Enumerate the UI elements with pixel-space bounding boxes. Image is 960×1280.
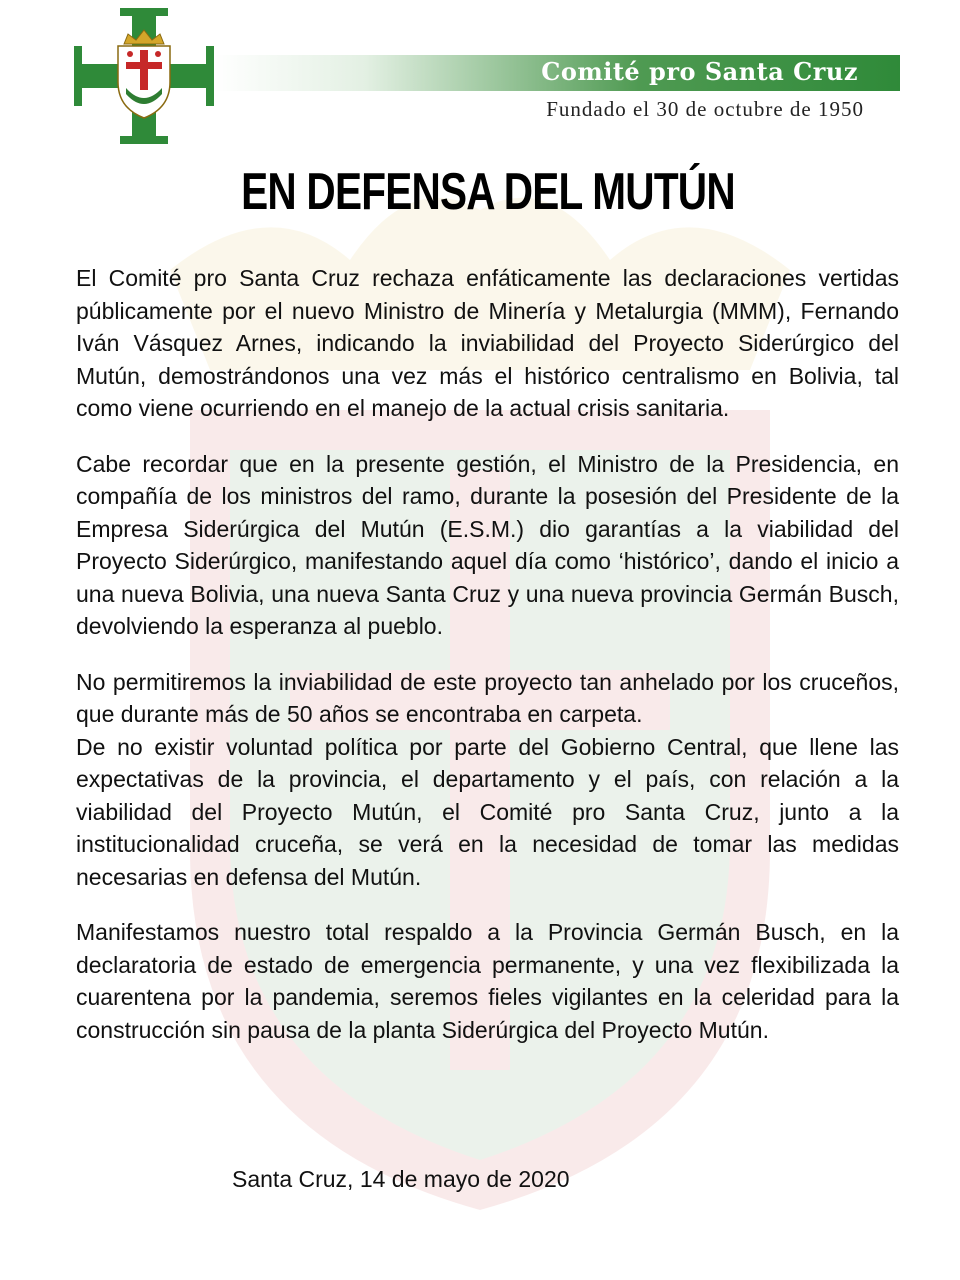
dateline: Santa Cruz, 14 de mayo de 2020 [232,1166,570,1192]
organization-name: Comité pro Santa Cruz [541,57,858,86]
paragraph-3: No permitiremos la inviabilidad de este proyecto tan anhelado por los cruceños, que durante más de 50 años se encontraba en carpeta. [76,668,899,727]
comite-cross-logo [74,8,214,144]
paragraph-2: Cabe recordar que en la presente gestión, el Ministro de la Presidencia, en compañía de los ministros del ramo, durante la posesión del Presidente de la Empresa Siderúrgica del Mutún (E.S.M.) dio garantías a la viabilidad del Proyecto Siderúrgico, manifestando aquel día como ‘histórico’, dando el inicio a una nueva Bolivia, una nueva Santa Cruz y una nueva provincia Germán Busch, devolviendo la esperanza al pueblo. [76,450,899,639]
paragraph-4: De no existir voluntad política por parte del Gobierno Central, que llene las expectativas de la provincia, el departamento y el país, con relación a la viabilidad del Proyecto Mutún, el Comité pro Santa Cruz, junto a la institucionalidad cruceña, se verá en la necesidad de tomar las medidas necesarias en defensa del Mutún. [76,733,899,890]
paragraph-1: El Comité pro Santa Cruz rechaza enfáticamente las declaraciones vertidas públicamente por el nuevo Ministro de Minería y Metalurgia (MMM), Fernando Iván Vásquez Arnes, indicando la inviabilidad del Proyecto Siderúrgico del Mutún, demostrándonos una vez más el histórico centralismo en Bolivia, tal como viene ocurriendo en el manejo de la actual crisis sanitaria. [76,265,899,421]
document-title: EN DEFENSA DEL MUTÚN [241,163,735,221]
paragraph-5: Manifestamos nuestro total respaldo a la Provincia Germán Busch, en la declaratoria de estado de emergencia permanente, y una vez flexibilizada la cuarentena por la pandemia, seremos fieles vigilantes en la celeridad para la construcción sin pausa de la planta Siderúrgica del Proyecto Mutún. [76,919,899,1043]
document-body [76,262,899,1046]
founded-date: Fundado el 30 de octubre de 1950 [546,97,864,121]
header-band [214,55,900,91]
